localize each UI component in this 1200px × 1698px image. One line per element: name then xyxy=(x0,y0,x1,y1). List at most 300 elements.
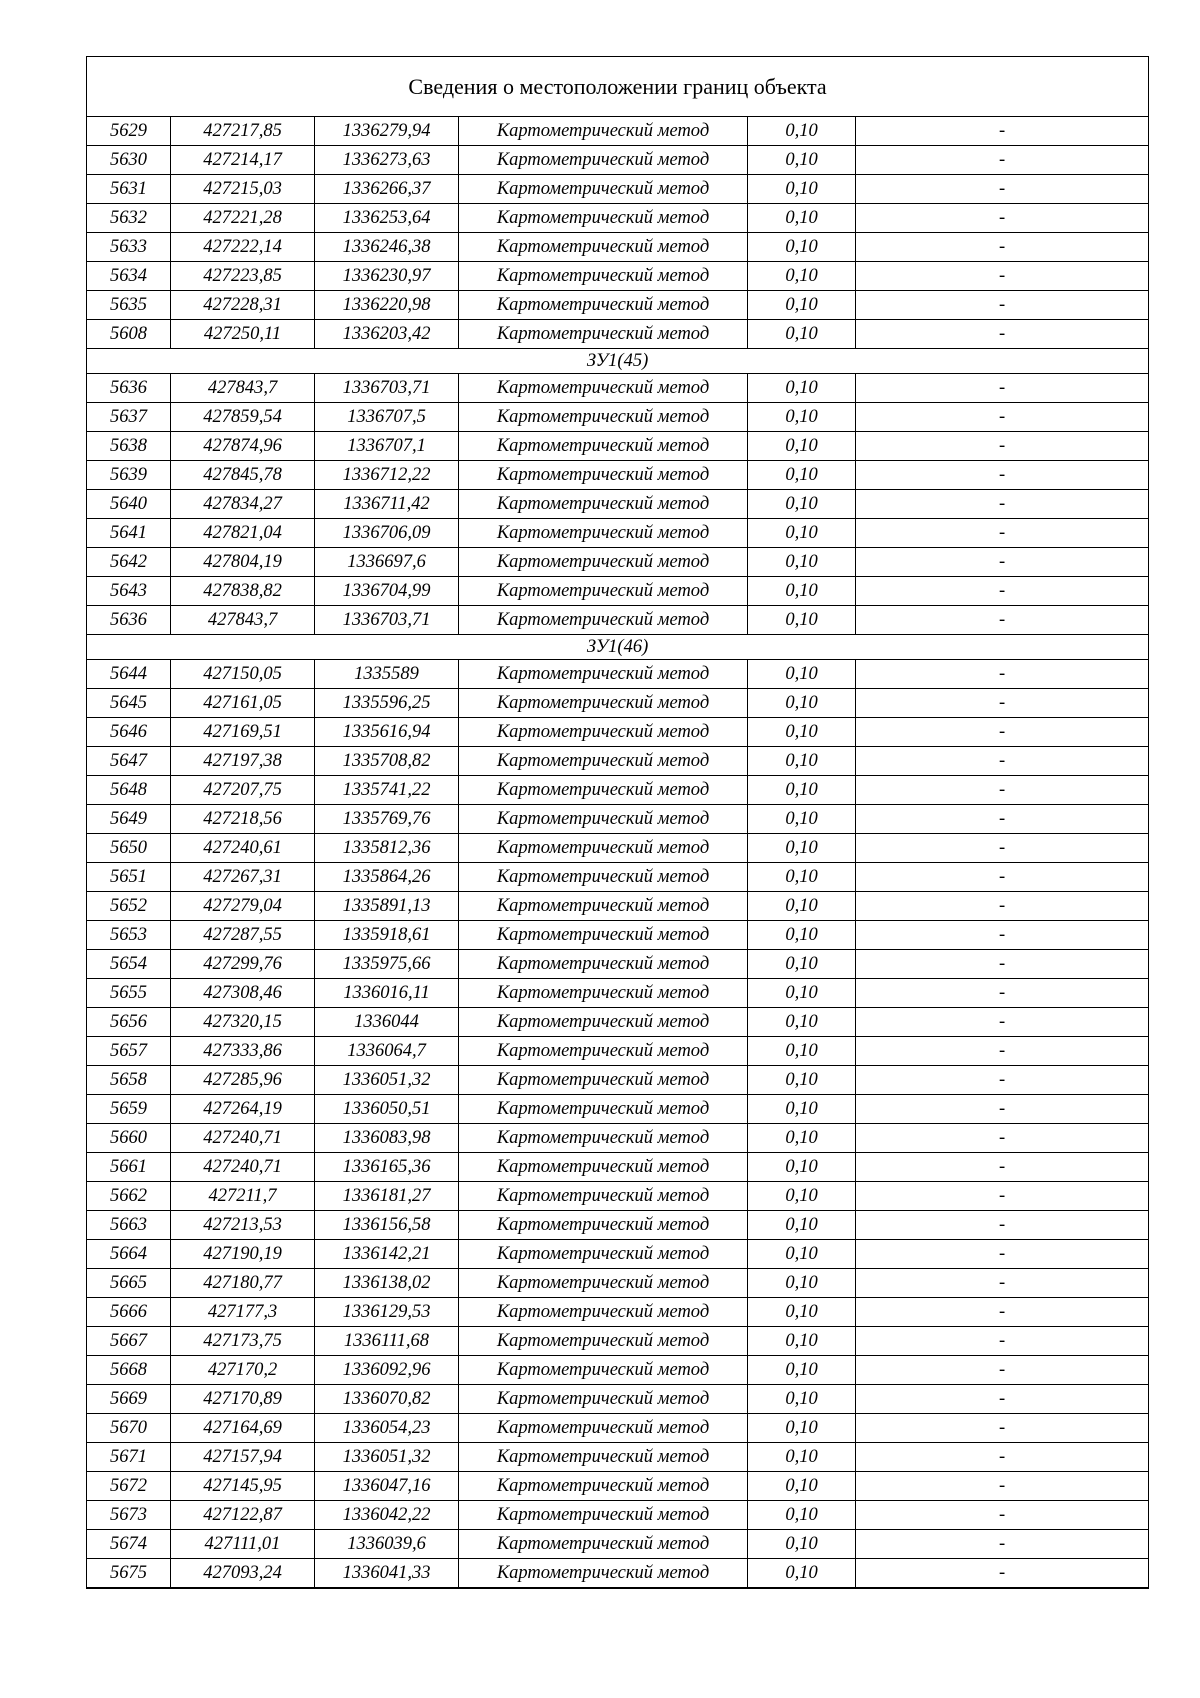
table-row xyxy=(87,233,1149,262)
description-cell: - xyxy=(856,204,1149,233)
method-cell: Картометрический метод xyxy=(459,718,748,747)
section-header-row xyxy=(87,349,1149,374)
point-number-cell: 5640 xyxy=(87,490,171,519)
description-cell: - xyxy=(856,1182,1149,1211)
x-coordinate-cell: 427218,56 xyxy=(171,805,315,834)
y-coordinate-cell: 1335812,36 xyxy=(315,834,459,863)
method-cell: Картометрический метод xyxy=(459,577,748,606)
x-coordinate-cell: 427214,17 xyxy=(171,146,315,175)
description-cell: - xyxy=(856,1153,1149,1182)
point-number-cell: 5661 xyxy=(87,1153,171,1182)
x-coordinate-cell: 427223,85 xyxy=(171,262,315,291)
accuracy-cell: 0,10 xyxy=(748,660,856,689)
table-row xyxy=(87,1298,1149,1327)
y-coordinate-cell: 1335596,25 xyxy=(315,689,459,718)
accuracy-cell: 0,10 xyxy=(748,1472,856,1501)
x-coordinate-cell: 427207,75 xyxy=(171,776,315,805)
accuracy-cell: 0,10 xyxy=(748,1153,856,1182)
y-coordinate-cell: 1335741,22 xyxy=(315,776,459,805)
x-coordinate-cell: 427299,76 xyxy=(171,950,315,979)
y-coordinate-cell: 1336041,33 xyxy=(315,1559,459,1589)
accuracy-cell: 0,10 xyxy=(748,432,856,461)
method-cell: Картометрический метод xyxy=(459,490,748,519)
method-cell: Картометрический метод xyxy=(459,660,748,689)
description-cell: - xyxy=(856,461,1149,490)
method-cell: Картометрический метод xyxy=(459,204,748,233)
method-cell: Картометрический метод xyxy=(459,1327,748,1356)
table-title: Сведения о местоположении границ объекта xyxy=(87,57,1149,117)
accuracy-cell: 0,10 xyxy=(748,204,856,233)
point-number-cell: 5673 xyxy=(87,1501,171,1530)
y-coordinate-cell: 1336697,6 xyxy=(315,548,459,577)
description-cell: - xyxy=(856,1298,1149,1327)
x-coordinate-cell: 427211,7 xyxy=(171,1182,315,1211)
accuracy-cell: 0,10 xyxy=(748,1385,856,1414)
x-coordinate-cell: 427821,04 xyxy=(171,519,315,548)
table-row xyxy=(87,1443,1149,1472)
table-row xyxy=(87,1530,1149,1559)
x-coordinate-cell: 427333,86 xyxy=(171,1037,315,1066)
x-coordinate-cell: 427122,87 xyxy=(171,1501,315,1530)
description-cell: - xyxy=(856,776,1149,805)
description-cell: - xyxy=(856,146,1149,175)
y-coordinate-cell: 1335616,94 xyxy=(315,718,459,747)
method-cell: Картометрический метод xyxy=(459,519,748,548)
table-row xyxy=(87,519,1149,548)
section-header-row xyxy=(87,635,1149,660)
description-cell: - xyxy=(856,1414,1149,1443)
boundary-coordinates-table xyxy=(86,56,1149,1589)
method-cell: Картометрический метод xyxy=(459,1008,748,1037)
description-cell: - xyxy=(856,921,1149,950)
method-cell: Картометрический метод xyxy=(459,1182,748,1211)
y-coordinate-cell: 1336230,97 xyxy=(315,262,459,291)
x-coordinate-cell: 427279,04 xyxy=(171,892,315,921)
method-cell: Картометрический метод xyxy=(459,979,748,1008)
y-coordinate-cell: 1336042,22 xyxy=(315,1501,459,1530)
method-cell: Картометрический метод xyxy=(459,320,748,349)
method-cell: Картометрический метод xyxy=(459,548,748,577)
method-cell: Картометрический метод xyxy=(459,403,748,432)
accuracy-cell: 0,10 xyxy=(748,979,856,1008)
point-number-cell: 5650 xyxy=(87,834,171,863)
x-coordinate-cell: 427197,38 xyxy=(171,747,315,776)
x-coordinate-cell: 427221,28 xyxy=(171,204,315,233)
x-coordinate-cell: 427170,2 xyxy=(171,1356,315,1385)
table-row xyxy=(87,490,1149,519)
x-coordinate-cell: 427145,95 xyxy=(171,1472,315,1501)
table-row xyxy=(87,689,1149,718)
accuracy-cell: 0,10 xyxy=(748,262,856,291)
y-coordinate-cell: 1336070,82 xyxy=(315,1385,459,1414)
table-row xyxy=(87,204,1149,233)
accuracy-cell: 0,10 xyxy=(748,718,856,747)
accuracy-cell: 0,10 xyxy=(748,1124,856,1153)
accuracy-cell: 0,10 xyxy=(748,606,856,635)
table-row xyxy=(87,1472,1149,1501)
accuracy-cell: 0,10 xyxy=(748,1443,856,1472)
method-cell: Картометрический метод xyxy=(459,747,748,776)
y-coordinate-cell: 1336156,58 xyxy=(315,1211,459,1240)
accuracy-cell: 0,10 xyxy=(748,548,856,577)
table-row xyxy=(87,1037,1149,1066)
y-coordinate-cell: 1336039,6 xyxy=(315,1530,459,1559)
point-number-cell: 5665 xyxy=(87,1269,171,1298)
point-number-cell: 5642 xyxy=(87,548,171,577)
method-cell: Картометрический метод xyxy=(459,233,748,262)
table-row xyxy=(87,403,1149,432)
point-number-cell: 5634 xyxy=(87,262,171,291)
method-cell: Картометрический метод xyxy=(459,834,748,863)
method-cell: Картометрический метод xyxy=(459,921,748,950)
table-row xyxy=(87,606,1149,635)
point-number-cell: 5663 xyxy=(87,1211,171,1240)
table-row xyxy=(87,921,1149,950)
table-row xyxy=(87,1095,1149,1124)
table-row xyxy=(87,747,1149,776)
description-cell: - xyxy=(856,403,1149,432)
point-number-cell: 5646 xyxy=(87,718,171,747)
table-row xyxy=(87,146,1149,175)
method-cell: Картометрический метод xyxy=(459,1501,748,1530)
point-number-cell: 5629 xyxy=(87,117,171,146)
y-coordinate-cell: 1336707,5 xyxy=(315,403,459,432)
accuracy-cell: 0,10 xyxy=(748,950,856,979)
x-coordinate-cell: 427177,3 xyxy=(171,1298,315,1327)
point-number-cell: 5635 xyxy=(87,291,171,320)
description-cell: - xyxy=(856,979,1149,1008)
point-number-cell: 5652 xyxy=(87,892,171,921)
y-coordinate-cell: 1335975,66 xyxy=(315,950,459,979)
description-cell: - xyxy=(856,805,1149,834)
description-cell: - xyxy=(856,519,1149,548)
method-cell: Картометрический метод xyxy=(459,374,748,403)
accuracy-cell: 0,10 xyxy=(748,921,856,950)
method-cell: Картометрический метод xyxy=(459,1269,748,1298)
x-coordinate-cell: 427240,71 xyxy=(171,1124,315,1153)
accuracy-cell: 0,10 xyxy=(748,577,856,606)
method-cell: Картометрический метод xyxy=(459,461,748,490)
method-cell: Картометрический метод xyxy=(459,262,748,291)
table-row xyxy=(87,660,1149,689)
y-coordinate-cell: 1336181,27 xyxy=(315,1182,459,1211)
table-row xyxy=(87,1066,1149,1095)
accuracy-cell: 0,10 xyxy=(748,1269,856,1298)
accuracy-cell: 0,10 xyxy=(748,747,856,776)
x-coordinate-cell: 427267,31 xyxy=(171,863,315,892)
point-number-cell: 5653 xyxy=(87,921,171,950)
description-cell: - xyxy=(856,291,1149,320)
y-coordinate-cell: 1335891,13 xyxy=(315,892,459,921)
document-sheet xyxy=(86,56,1148,1589)
y-coordinate-cell: 1336253,64 xyxy=(315,204,459,233)
accuracy-cell: 0,10 xyxy=(748,689,856,718)
description-cell: - xyxy=(856,1327,1149,1356)
method-cell: Картометрический метод xyxy=(459,291,748,320)
table-body xyxy=(87,117,1149,1589)
point-number-cell: 5664 xyxy=(87,1240,171,1269)
y-coordinate-cell: 1336279,94 xyxy=(315,117,459,146)
table-row xyxy=(87,374,1149,403)
table-row xyxy=(87,1124,1149,1153)
point-number-cell: 5633 xyxy=(87,233,171,262)
description-cell: - xyxy=(856,834,1149,863)
point-number-cell: 5662 xyxy=(87,1182,171,1211)
accuracy-cell: 0,10 xyxy=(748,1066,856,1095)
y-coordinate-cell: 1336129,53 xyxy=(315,1298,459,1327)
y-coordinate-cell: 1336246,38 xyxy=(315,233,459,262)
description-cell: - xyxy=(856,1240,1149,1269)
accuracy-cell: 0,10 xyxy=(748,1414,856,1443)
method-cell: Картометрический метод xyxy=(459,117,748,146)
x-coordinate-cell: 427157,94 xyxy=(171,1443,315,1472)
section-label: ЗУ1(46) xyxy=(87,635,1149,660)
point-number-cell: 5644 xyxy=(87,660,171,689)
table-row xyxy=(87,1211,1149,1240)
y-coordinate-cell: 1336220,98 xyxy=(315,291,459,320)
accuracy-cell: 0,10 xyxy=(748,863,856,892)
point-number-cell: 5656 xyxy=(87,1008,171,1037)
x-coordinate-cell: 427874,96 xyxy=(171,432,315,461)
description-cell: - xyxy=(856,1066,1149,1095)
point-number-cell: 5658 xyxy=(87,1066,171,1095)
description-cell: - xyxy=(856,548,1149,577)
accuracy-cell: 0,10 xyxy=(748,1298,856,1327)
x-coordinate-cell: 427190,19 xyxy=(171,1240,315,1269)
table-row xyxy=(87,175,1149,204)
section-label: ЗУ1(45) xyxy=(87,349,1149,374)
method-cell: Картометрический метод xyxy=(459,1037,748,1066)
accuracy-cell: 0,10 xyxy=(748,1037,856,1066)
y-coordinate-cell: 1336111,68 xyxy=(315,1327,459,1356)
point-number-cell: 5655 xyxy=(87,979,171,1008)
x-coordinate-cell: 427320,15 xyxy=(171,1008,315,1037)
point-number-cell: 5660 xyxy=(87,1124,171,1153)
table-row xyxy=(87,805,1149,834)
accuracy-cell: 0,10 xyxy=(748,1530,856,1559)
point-number-cell: 5649 xyxy=(87,805,171,834)
table-row xyxy=(87,1182,1149,1211)
accuracy-cell: 0,10 xyxy=(748,461,856,490)
table-row xyxy=(87,776,1149,805)
description-cell: - xyxy=(856,606,1149,635)
description-cell: - xyxy=(856,374,1149,403)
accuracy-cell: 0,10 xyxy=(748,1211,856,1240)
x-coordinate-cell: 427843,7 xyxy=(171,374,315,403)
accuracy-cell: 0,10 xyxy=(748,1182,856,1211)
point-number-cell: 5651 xyxy=(87,863,171,892)
y-coordinate-cell: 1336054,23 xyxy=(315,1414,459,1443)
method-cell: Картометрический метод xyxy=(459,1559,748,1589)
description-cell: - xyxy=(856,718,1149,747)
x-coordinate-cell: 427180,77 xyxy=(171,1269,315,1298)
method-cell: Картометрический метод xyxy=(459,1211,748,1240)
point-number-cell: 5667 xyxy=(87,1327,171,1356)
y-coordinate-cell: 1336273,63 xyxy=(315,146,459,175)
point-number-cell: 5637 xyxy=(87,403,171,432)
x-coordinate-cell: 427250,11 xyxy=(171,320,315,349)
y-coordinate-cell: 1336051,32 xyxy=(315,1443,459,1472)
method-cell: Картометрический метод xyxy=(459,950,748,979)
method-cell: Картометрический метод xyxy=(459,776,748,805)
y-coordinate-cell: 1336203,42 xyxy=(315,320,459,349)
point-number-cell: 5654 xyxy=(87,950,171,979)
x-coordinate-cell: 427285,96 xyxy=(171,1066,315,1095)
y-coordinate-cell: 1336165,36 xyxy=(315,1153,459,1182)
description-cell: - xyxy=(856,1501,1149,1530)
table-row xyxy=(87,979,1149,1008)
x-coordinate-cell: 427843,7 xyxy=(171,606,315,635)
point-number-cell: 5632 xyxy=(87,204,171,233)
table-row xyxy=(87,548,1149,577)
point-number-cell: 5648 xyxy=(87,776,171,805)
y-coordinate-cell: 1335918,61 xyxy=(315,921,459,950)
x-coordinate-cell: 427308,46 xyxy=(171,979,315,1008)
table-row xyxy=(87,577,1149,606)
accuracy-cell: 0,10 xyxy=(748,892,856,921)
method-cell: Картометрический метод xyxy=(459,1153,748,1182)
x-coordinate-cell: 427222,14 xyxy=(171,233,315,262)
method-cell: Картометрический метод xyxy=(459,892,748,921)
y-coordinate-cell: 1336044 xyxy=(315,1008,459,1037)
table-row xyxy=(87,1385,1149,1414)
method-cell: Картометрический метод xyxy=(459,1066,748,1095)
method-cell: Картометрический метод xyxy=(459,863,748,892)
x-coordinate-cell: 427228,31 xyxy=(171,291,315,320)
accuracy-cell: 0,10 xyxy=(748,490,856,519)
y-coordinate-cell: 1336266,37 xyxy=(315,175,459,204)
accuracy-cell: 0,10 xyxy=(748,175,856,204)
description-cell: - xyxy=(856,233,1149,262)
y-coordinate-cell: 1336064,7 xyxy=(315,1037,459,1066)
description-cell: - xyxy=(856,320,1149,349)
description-cell: - xyxy=(856,175,1149,204)
description-cell: - xyxy=(856,892,1149,921)
accuracy-cell: 0,10 xyxy=(748,374,856,403)
table-row xyxy=(87,863,1149,892)
point-number-cell: 5671 xyxy=(87,1443,171,1472)
method-cell: Картометрический метод xyxy=(459,689,748,718)
x-coordinate-cell: 427093,24 xyxy=(171,1559,315,1589)
accuracy-cell: 0,10 xyxy=(748,776,856,805)
x-coordinate-cell: 427150,05 xyxy=(171,660,315,689)
description-cell: - xyxy=(856,1211,1149,1240)
accuracy-cell: 0,10 xyxy=(748,233,856,262)
table-row xyxy=(87,1269,1149,1298)
table-row xyxy=(87,262,1149,291)
y-coordinate-cell: 1336092,96 xyxy=(315,1356,459,1385)
description-cell: - xyxy=(856,1037,1149,1066)
y-coordinate-cell: 1336016,11 xyxy=(315,979,459,1008)
y-coordinate-cell: 1336050,51 xyxy=(315,1095,459,1124)
point-number-cell: 5641 xyxy=(87,519,171,548)
y-coordinate-cell: 1335589 xyxy=(315,660,459,689)
method-cell: Картометрический метод xyxy=(459,1298,748,1327)
x-coordinate-cell: 427173,75 xyxy=(171,1327,315,1356)
accuracy-cell: 0,10 xyxy=(748,146,856,175)
x-coordinate-cell: 427834,27 xyxy=(171,490,315,519)
description-cell: - xyxy=(856,117,1149,146)
y-coordinate-cell: 1336051,32 xyxy=(315,1066,459,1095)
description-cell: - xyxy=(856,1095,1149,1124)
description-cell: - xyxy=(856,660,1149,689)
method-cell: Картометрический метод xyxy=(459,1124,748,1153)
x-coordinate-cell: 427170,89 xyxy=(171,1385,315,1414)
x-coordinate-cell: 427240,61 xyxy=(171,834,315,863)
accuracy-cell: 0,10 xyxy=(748,320,856,349)
description-cell: - xyxy=(856,1385,1149,1414)
x-coordinate-cell: 427215,03 xyxy=(171,175,315,204)
method-cell: Картометрический метод xyxy=(459,606,748,635)
accuracy-cell: 0,10 xyxy=(748,1559,856,1589)
point-number-cell: 5638 xyxy=(87,432,171,461)
point-number-cell: 5636 xyxy=(87,606,171,635)
table-row xyxy=(87,1008,1149,1037)
description-cell: - xyxy=(856,1530,1149,1559)
method-cell: Картометрический метод xyxy=(459,1472,748,1501)
point-number-cell: 5670 xyxy=(87,1414,171,1443)
method-cell: Картометрический метод xyxy=(459,1385,748,1414)
x-coordinate-cell: 427161,05 xyxy=(171,689,315,718)
method-cell: Картометрический метод xyxy=(459,805,748,834)
description-cell: - xyxy=(856,262,1149,291)
method-cell: Картометрический метод xyxy=(459,175,748,204)
y-coordinate-cell: 1336707,1 xyxy=(315,432,459,461)
accuracy-cell: 0,10 xyxy=(748,1327,856,1356)
x-coordinate-cell: 427838,82 xyxy=(171,577,315,606)
accuracy-cell: 0,10 xyxy=(748,834,856,863)
y-coordinate-cell: 1335864,26 xyxy=(315,863,459,892)
method-cell: Картометрический метод xyxy=(459,1095,748,1124)
x-coordinate-cell: 427287,55 xyxy=(171,921,315,950)
x-coordinate-cell: 427217,85 xyxy=(171,117,315,146)
point-number-cell: 5645 xyxy=(87,689,171,718)
point-number-cell: 5675 xyxy=(87,1559,171,1589)
description-cell: - xyxy=(856,689,1149,718)
description-cell: - xyxy=(856,1559,1149,1589)
description-cell: - xyxy=(856,1008,1149,1037)
accuracy-cell: 0,10 xyxy=(748,805,856,834)
description-cell: - xyxy=(856,577,1149,606)
method-cell: Картометрический метод xyxy=(459,1356,748,1385)
method-cell: Картометрический метод xyxy=(459,1414,748,1443)
accuracy-cell: 0,10 xyxy=(748,1501,856,1530)
table-row xyxy=(87,461,1149,490)
y-coordinate-cell: 1336711,42 xyxy=(315,490,459,519)
table-row xyxy=(87,1356,1149,1385)
x-coordinate-cell: 427111,01 xyxy=(171,1530,315,1559)
description-cell: - xyxy=(856,863,1149,892)
y-coordinate-cell: 1335708,82 xyxy=(315,747,459,776)
table-row xyxy=(87,834,1149,863)
y-coordinate-cell: 1336704,99 xyxy=(315,577,459,606)
table-row xyxy=(87,892,1149,921)
accuracy-cell: 0,10 xyxy=(748,1240,856,1269)
x-coordinate-cell: 427169,51 xyxy=(171,718,315,747)
description-cell: - xyxy=(856,490,1149,519)
y-coordinate-cell: 1336138,02 xyxy=(315,1269,459,1298)
point-number-cell: 5669 xyxy=(87,1385,171,1414)
point-number-cell: 5631 xyxy=(87,175,171,204)
point-number-cell: 5636 xyxy=(87,374,171,403)
y-coordinate-cell: 1336712,22 xyxy=(315,461,459,490)
table-row xyxy=(87,291,1149,320)
point-number-cell: 5668 xyxy=(87,1356,171,1385)
point-number-cell: 5659 xyxy=(87,1095,171,1124)
x-coordinate-cell: 427213,53 xyxy=(171,1211,315,1240)
accuracy-cell: 0,10 xyxy=(748,519,856,548)
table-row xyxy=(87,1153,1149,1182)
